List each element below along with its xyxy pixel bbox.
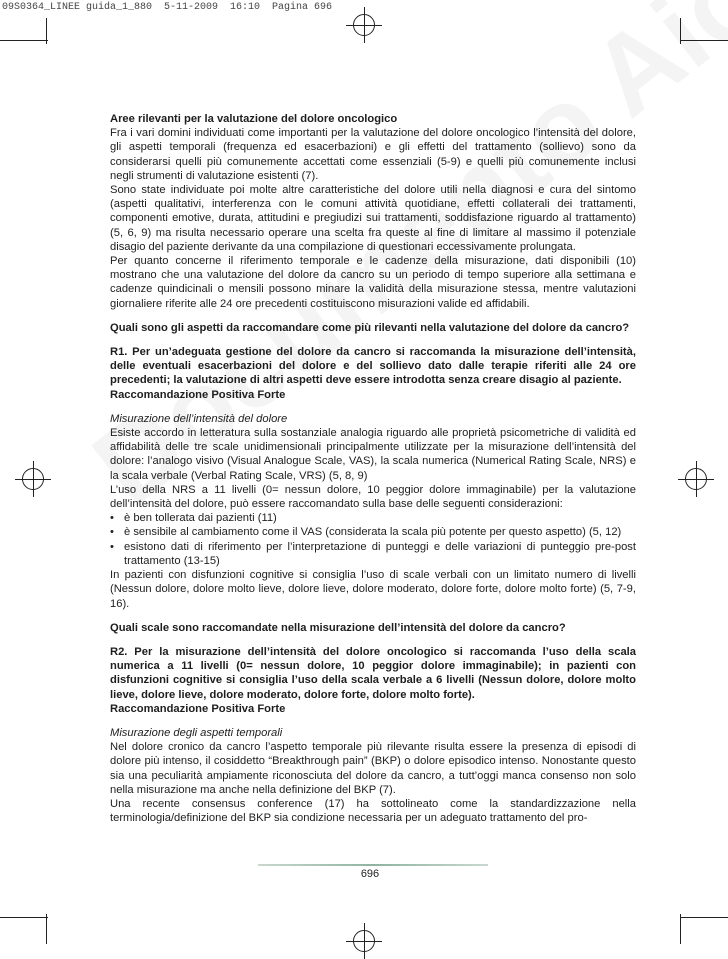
paragraph: In pazienti con disfunzioni cognitive si consiglia l’uso di scale verbali con un limitato numero di livelli (Nessun dolore, dolore molto lieve, dolore lieve, dolore moderato, dolore forte, dolore molto forte) (5, 7-9, 16). [110,569,636,610]
list-item: • è ben tollerata dai pazienti (11) [110,511,636,525]
list-item: • esistono dati di riferimento per l’interpretazione di punteggi e delle variazioni di punteggio pre-post trattamento (13-15) [110,540,636,568]
subsection-title: Misurazione degli aspetti temporali [110,726,283,739]
paragraph: L’uso della NRS a 11 livelli (0= nessun dolore, 10 peggior dolore immaginabile) per la valutazione dell’intensità del dolore, può essere raccomandato sulla base delle seguenti considerazioni: [110,483,636,511]
page-number: 696 [360,868,380,880]
paragraph: Nel dolore cronico da cancro l’aspetto temporale più rilevante risulta essere la presenza di episodi di dolore più intenso, il cosiddetto “Breakthrough pain” (BKP) o dolore episodico intenso. Nonostante questo sia una peculiarità ampiamente riconosciuta del dolore da cancro, a tutt’oggi manca consenso non solo nella misurazione ma anche nella definizione del BKP (7). [110,741,636,796]
recommendation: R2. Per la misurazione dell’intensità del dolore oncologico si raccomanda l’uso della scala numerica a 11 livelli (0= nessun dolore, 10 peggior dolore immaginabile); in pazienti con disfunzioni cognitive si consiglia l’uso della scala verbale a 6 livelli (Nessun dolore, dolore molto lieve, dolore lieve, dolore moderato, dolore forte, dolore molto forte). [110,645,636,701]
list-item: • è sensibile al cambiamento come il VAS (considerata la scala più potente per questo aspetto) (5, 12) [110,525,636,539]
question: Quali scale sono raccomandate nella misurazione dell’intensità del dolore da cancro? [110,621,566,634]
paragraph: Esiste accordo in letteratura sulla sostanziale analogia riguardo alle proprietà psicometriche di validità ed affidabilità delle tre scale unidimensionali principalmente utilizzate per la misurazione dell’intensità del dolore: l’analogo visivo (Visual Analogue Scale, VAS), la scala numerica (Numerical Rating Scale, NRS) e la scala verbale (Verbal Rating Scale, VRS) (5, 8, 9) [110,427,636,482]
footer-divider [258,864,488,866]
page-body [110,112,636,825]
recommendation-strength: Raccomandazione Positiva Forte [110,388,286,401]
paragraph: Una recente consensus conference (17) ha sottolineato come la standardizzazione nella terminologia/definizione del BKP sia condizione necessaria per un adeguato trattamento del pro- [110,797,636,825]
recommendation: R1. Per un’adeguata gestione del dolore da cancro si raccomanda la misurazione dell’intensità, delle eventuali esacerbazioni del dolore e del sollievo dato dalle terapie riferiti alle 24 ore precedenti; la valutazione di altri aspetti deve essere introdotta senza creare disagio al paziente. [110,346,636,387]
section-title: Aree rilevanti per la valutazione del dolore oncologico [110,113,398,125]
question: Quali sono gli aspetti da raccomandare come più rilevanti nella valutazione del dolore da cancro? [110,321,630,334]
print-slug: 09S0364_LINEE guida_1_880 5-11-2009 16:10 Pagina 696 [2,2,333,13]
bullet-list [110,511,636,568]
paragraph: Sono state individuate poi molte altre caratteristiche del dolore utili nella diagnosi e cura del sintomo (aspetti qualitativi, interferenza con le comuni attività quotidiane, effetti collaterali dei trattamenti, componenti emotive, durata, attitudini e pregiudizi sui trattamenti, soddisfazione riguardo al trattamento) (5, 6, 9) ma risulta necessario operare una scelta fra queste al fine di limitare al massimo il potenziale disagio del paziente derivante da una compilazione di questionari eccessivamente prolungata. [110,184,636,253]
subsection-title: Misurazione dell’intensità del dolore [110,412,288,425]
paragraph: Per quanto concerne il riferimento temporale e le cadenze della misurazione, dati disponibili (10) mostrano che una valutazione del dolore da cancro su un periodo di tempo superiore alla settimana e cadenze quindicinali o mensili possono minare la validità della misurazione stessa, mentre valutazioni giornaliere riferite alle 24 ore precedenti costituiscono misurazioni valide ed affidabili. [110,255,636,310]
recommendation-strength: Raccomandazione Positiva Forte [110,702,286,715]
paragraph: Fra i vari domini individuati come importanti per la valutazione del dolore oncologico l’intensità del dolore, gli aspetti temporali (frequenza ed esacerbazioni) e gli effetti del trattamento (sollievo) sono da considerarsi quelli più comunemente accettati come essenziali (5-9) e quelli più comunemente inclusi negli strumenti di valutazione esistenti (7). [110,127,636,182]
